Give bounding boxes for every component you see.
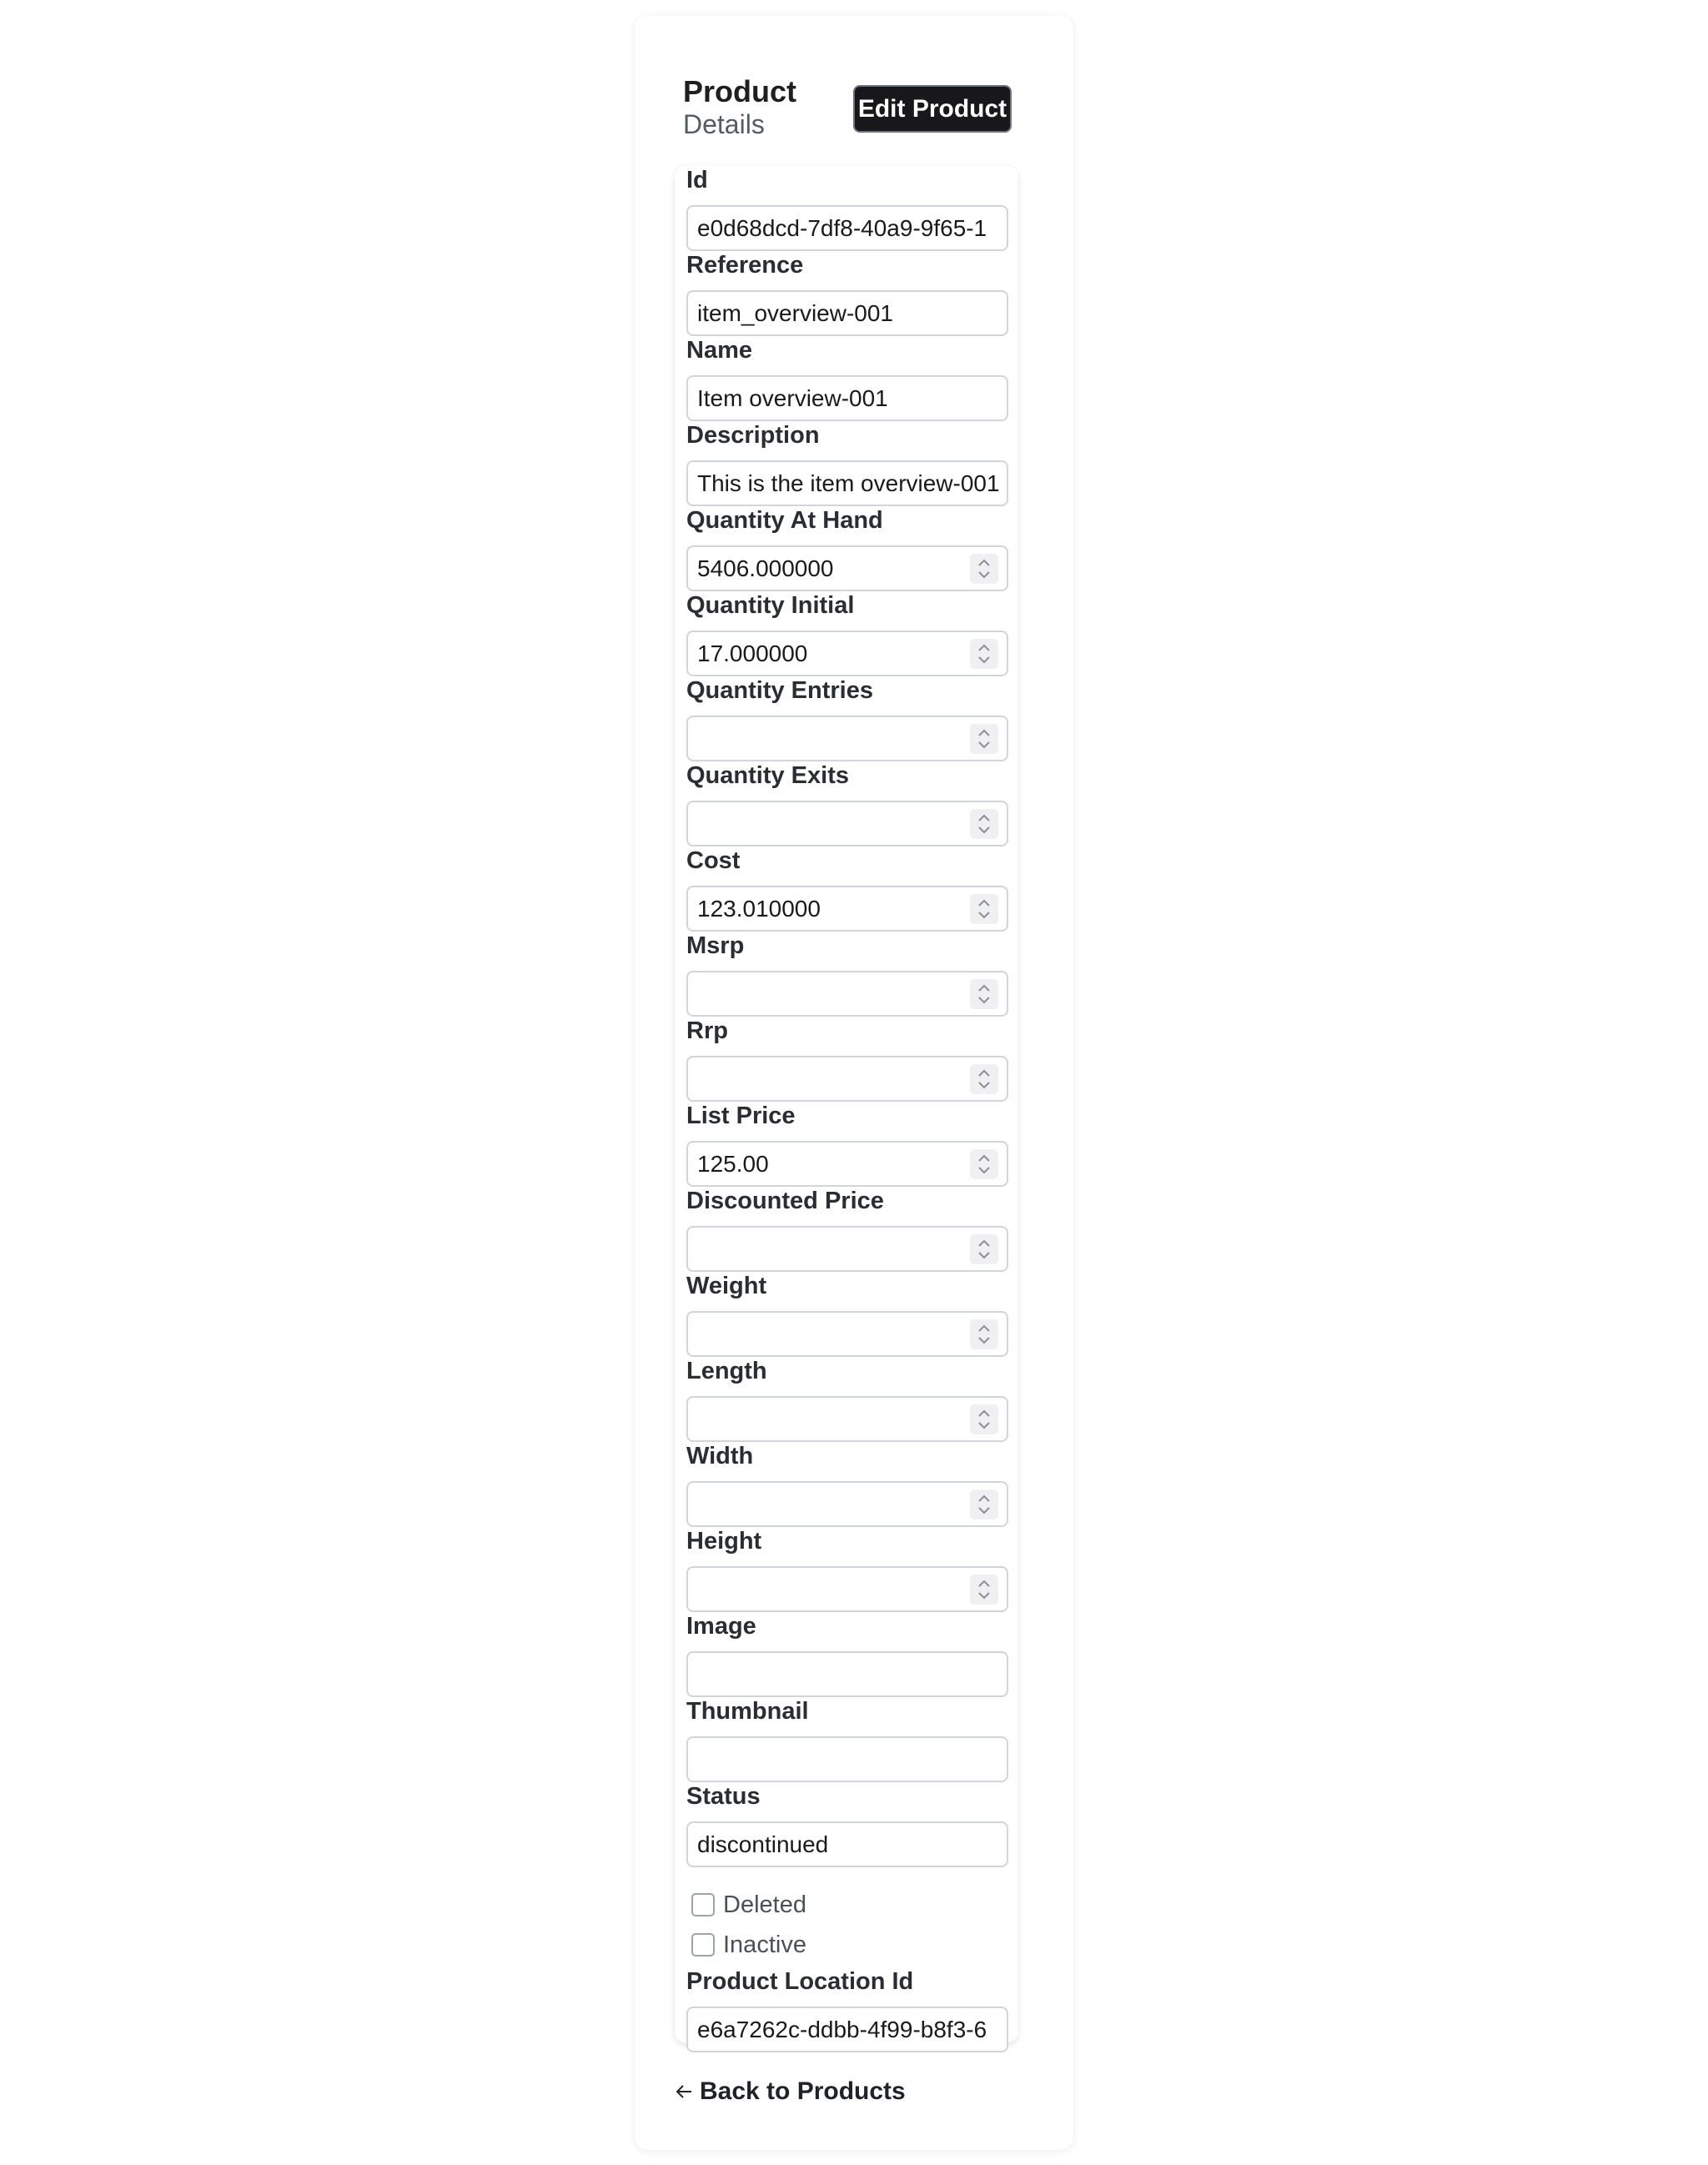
rrp-input[interactable] (686, 1056, 1008, 1102)
product-location-id-input[interactable] (686, 2007, 1008, 2052)
field-label: Description (686, 422, 820, 449)
reference-input[interactable] (686, 290, 1008, 336)
field-height (686, 1526, 1008, 1612)
height-input[interactable] (686, 1566, 1008, 1612)
field-label: Msrp (686, 932, 745, 959)
status-input[interactable] (686, 1821, 1008, 1867)
input-value: 17.000000 (697, 640, 808, 666)
field-label: Image (686, 1613, 756, 1640)
name-input[interactable] (686, 375, 1008, 421)
spinner-updown-icon[interactable] (970, 809, 998, 839)
input-value: e6a7262c-ddbb-4f99-b8f3-6 (697, 2017, 987, 2042)
spinner-updown-icon[interactable] (970, 1404, 998, 1434)
spinner-updown-icon[interactable] (970, 1489, 998, 1520)
spinner-updown-icon[interactable] (970, 724, 998, 754)
spinner-updown-icon[interactable] (970, 1319, 998, 1349)
field-quantity-at-hand (686, 505, 1008, 591)
field-cost (686, 846, 1008, 932)
page-header (683, 75, 796, 140)
spinner-updown-icon[interactable] (970, 554, 998, 584)
quantity-initial-input[interactable] (686, 630, 1008, 676)
field-label: Length (686, 1358, 767, 1384)
cost-input[interactable] (686, 886, 1008, 932)
quantity-exits-input[interactable] (686, 801, 1008, 846)
field-width (686, 1441, 1008, 1527)
discounted-price-input[interactable] (686, 1226, 1008, 1272)
inactive-checkbox-row[interactable] (691, 1930, 1025, 1963)
field-length (686, 1356, 1008, 1442)
arrow-left-icon (675, 2076, 693, 2109)
field-status (686, 1781, 1008, 1867)
product-form (675, 165, 1018, 2043)
input-value: This is the item overview-001 (697, 470, 1000, 496)
deleted-checkbox[interactable] (691, 1893, 715, 1916)
field-label: List Price (686, 1103, 796, 1129)
field-product-location-id (686, 1967, 1008, 2052)
field-label: Thumbnail (686, 1698, 809, 1725)
spinner-updown-icon[interactable] (970, 1575, 998, 1605)
length-input[interactable] (686, 1396, 1008, 1442)
field-name (686, 335, 1008, 421)
field-discounted-price (686, 1186, 1008, 1272)
field-reference (686, 250, 1008, 336)
edit-product-button[interactable]: Edit Product (853, 85, 1012, 133)
field-description (686, 420, 1008, 506)
deleted-checkbox-label: Deleted (723, 1891, 806, 1918)
product-details-card (635, 15, 1073, 2150)
inactive-checkbox-label: Inactive (723, 1931, 806, 1958)
back-to-products-link[interactable] (675, 2075, 906, 2108)
msrp-input[interactable] (686, 971, 1008, 1017)
id-input[interactable] (686, 205, 1008, 251)
field-label: Quantity At Hand (686, 507, 883, 534)
field-label: Quantity Exits (686, 762, 849, 789)
field-quantity-exits (686, 761, 1008, 846)
description-input[interactable] (686, 460, 1008, 506)
field-label: Quantity Initial (686, 592, 855, 619)
field-label: Weight (686, 1273, 767, 1299)
spinner-updown-icon[interactable] (970, 1234, 998, 1264)
input-value: 123.010000 (697, 896, 821, 922)
field-label: Discounted Price (686, 1188, 884, 1214)
input-value: 125.00 (697, 1151, 769, 1177)
input-value: Item overview-001 (697, 385, 888, 411)
quantity-entries-input[interactable] (686, 716, 1008, 761)
field-weight (686, 1271, 1008, 1357)
input-value: item_overview-001 (697, 300, 893, 326)
field-list-price (686, 1101, 1008, 1187)
field-label: Name (686, 337, 752, 364)
field-label: Product Location Id (686, 1968, 914, 1995)
field-msrp (686, 931, 1008, 1017)
spinner-updown-icon[interactable] (970, 894, 998, 924)
field-image (686, 1611, 1008, 1697)
thumbnail-input[interactable] (686, 1736, 1008, 1782)
field-label: Reference (686, 252, 804, 279)
spinner-updown-icon[interactable] (970, 1149, 998, 1179)
field-quantity-initial (686, 590, 1008, 676)
field-label: Id (686, 167, 708, 193)
field-label: Height (686, 1528, 762, 1555)
list-price-input[interactable] (686, 1141, 1008, 1187)
field-quantity-entries (686, 676, 1008, 761)
input-value: discontinued (697, 1831, 829, 1857)
field-label: Cost (686, 847, 741, 874)
deleted-checkbox-row[interactable] (691, 1890, 1025, 1923)
back-link-label: Back to Products (700, 2077, 906, 2105)
spinner-updown-icon[interactable] (970, 1064, 998, 1094)
page-subtitle: Details (683, 109, 765, 139)
width-input[interactable] (686, 1481, 1008, 1527)
field-thumbnail (686, 1696, 1008, 1782)
field-label: Rrp (686, 1017, 728, 1044)
inactive-checkbox[interactable] (691, 1933, 715, 1957)
spinner-updown-icon[interactable] (970, 979, 998, 1009)
field-rrp (686, 1016, 1008, 1102)
weight-input[interactable] (686, 1311, 1008, 1357)
page-title: Product (683, 74, 797, 108)
input-value: e0d68dcd-7df8-40a9-9f65-1 (697, 215, 987, 241)
field-label: Width (686, 1443, 754, 1469)
field-id (686, 165, 1008, 251)
spinner-updown-icon[interactable] (970, 639, 998, 669)
image-input[interactable] (686, 1651, 1008, 1697)
field-label: Quantity Entries (686, 677, 873, 704)
quantity-at-hand-input[interactable] (686, 545, 1008, 591)
field-label: Status (686, 1783, 761, 1810)
input-value: 5406.000000 (697, 555, 834, 581)
